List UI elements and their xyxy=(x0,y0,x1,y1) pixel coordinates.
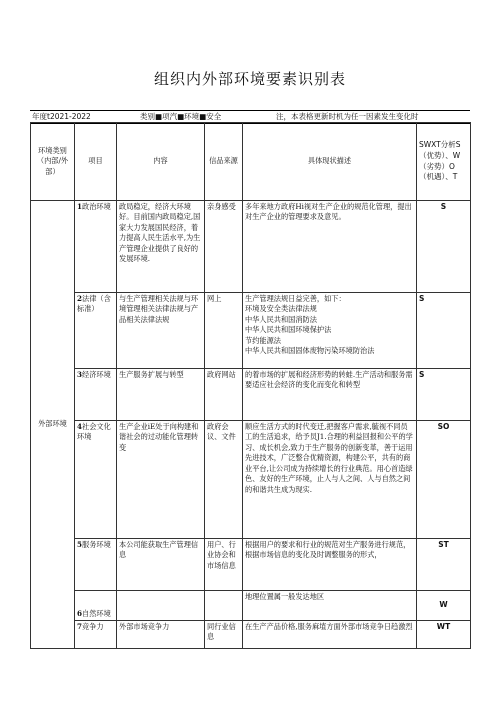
content-cell: 与生产管理相关法规与环境管理相关法律法规与产品相关法律法规 xyxy=(117,293,205,369)
content-cell: 生产企业iE处于向构建和谐社会的过动能化管理转变 xyxy=(117,421,205,539)
item-cell xyxy=(75,621,117,649)
content-cell: 政局稳定，经济大环境好。目前国内政局稳定,国家大力发展国民经济，着力提高人民生活水平,为生产管理企业提供了良好的发展环境. xyxy=(117,201,205,293)
situation-cell: 顺应生活方式的时代变迁,把握客户需求,毓视不同员工的生活追求，给予员J1.合理的利益回报和公平的学习、成长机会,致力于生产服务的创新变革，善于运用先进技术，广泛整合优精资源，构建公平，共有的商业平台,让公司成为持续增长的行业典范。用心首造绿色、友好的生产环境，止人与人之间、人与自然之间的和谐共生成为现实. xyxy=(243,421,417,539)
col-content: 内容 xyxy=(117,123,205,201)
item-cell xyxy=(75,591,117,621)
col-swot: SWXT分析S（优势）、W（劣势）O（机遇）、T xyxy=(417,123,471,201)
source-cell: 网上 xyxy=(205,293,243,369)
table-row xyxy=(31,201,471,293)
swot-cell: SO xyxy=(417,421,471,539)
table-row xyxy=(31,591,471,621)
item-name: 社会文化环境 xyxy=(77,422,111,442)
row-number: 4 xyxy=(77,422,83,431)
content-cell: 外部市场竞争力 xyxy=(117,621,205,649)
item-name: 服务环境 xyxy=(82,540,111,549)
swot-cell: WT xyxy=(417,621,471,649)
group-label: 外部环境 xyxy=(31,201,75,649)
law-line: 环境及安全类法律法规 xyxy=(245,304,317,314)
situation-cell: 根据用户的要求和行业的规范对生产服务进行规范，根据市场信息的变化及时调整服务的形式， xyxy=(243,539,417,591)
page-title: 组织内外部环境要素识别表 xyxy=(153,70,346,88)
table-row xyxy=(31,369,471,421)
table-header-row xyxy=(31,123,471,201)
law-line: 中华人民共和国消防法 xyxy=(245,314,317,324)
item-cell xyxy=(75,539,117,591)
table-row xyxy=(31,539,471,591)
col-info-source: 信品来源 xyxy=(205,123,243,201)
col-env-type: 环境类别（内部/外部） xyxy=(31,123,75,201)
col-item: 项目 xyxy=(75,123,117,201)
item-cell xyxy=(75,369,117,421)
item-cell xyxy=(75,293,117,369)
swot-cell: ST xyxy=(417,539,471,591)
row-number: 3 xyxy=(77,370,83,379)
source-cell: 同行业信息 xyxy=(205,621,243,649)
source-cell: 用户、行业协会和市场信息 xyxy=(205,539,243,591)
item-name: 经济环境 xyxy=(82,370,111,379)
source-cell: 政府网站 xyxy=(205,369,243,421)
item-cell xyxy=(75,421,117,539)
table-row xyxy=(31,421,471,539)
row-number: 1 xyxy=(77,202,83,211)
swot-cell: W xyxy=(417,591,471,621)
law-line: 生产管理法规日益完善，如下： xyxy=(245,294,346,303)
content-cell xyxy=(117,591,205,621)
year-label: 年度t2021-2022 xyxy=(32,112,91,121)
swot-cell: S xyxy=(417,201,471,293)
row-number: 7 xyxy=(77,622,83,631)
content-cell: 本公司能获取生产管理信息 xyxy=(117,539,205,591)
situation-cell: 的着市场的扩展和经济形势的转蛙.生产活动和服务需要适应社会经济的变化而变化和转型 xyxy=(243,369,417,421)
source-cell: 亲身感受 xyxy=(205,201,243,293)
item-name: 自然环境 xyxy=(82,608,111,618)
situation-cell: 在生产产品价格,服务麻埴方面外部市场竞争日趋激烈 xyxy=(243,621,417,649)
source-cell: 政府会议、文件 xyxy=(205,421,243,539)
environment-table xyxy=(30,122,471,649)
situation-cell xyxy=(243,293,417,369)
situation-cell: 地理位置属一般发达地区 xyxy=(243,591,417,621)
law-line: 节约能源法 xyxy=(245,335,281,345)
swot-cell: S xyxy=(417,369,471,421)
item-cell xyxy=(75,201,117,293)
item-name: 政治环境 xyxy=(82,202,111,211)
row-number: 5 xyxy=(77,540,83,549)
category-label: 类别■项汽■环境■安全 xyxy=(140,112,222,121)
situation-cell: 多年来地方政府Hi视对生产企业的规范化管理，提出对生产企业的管理要求及意见。 xyxy=(243,201,417,293)
source-cell xyxy=(205,591,243,621)
update-note: 注，本表格更新时机为任一因素发生变化时 xyxy=(276,112,419,121)
law-line: 中华人民共和国固体废物污染环境防治法 xyxy=(245,346,375,356)
item-name: 法律（含标准） xyxy=(77,294,111,314)
item-name: 竞争力 xyxy=(82,622,104,631)
table-row xyxy=(31,293,471,369)
row-number: 6 xyxy=(77,608,83,618)
col-situation: 具体现状描述 xyxy=(243,123,417,201)
row-number: 2 xyxy=(77,294,83,303)
law-line: 中华人民共和国环境保护法 xyxy=(245,325,332,335)
swot-cell: S xyxy=(417,293,471,369)
content-cell: 生产服务扩展与转型 xyxy=(117,369,205,421)
table-row xyxy=(31,621,471,649)
